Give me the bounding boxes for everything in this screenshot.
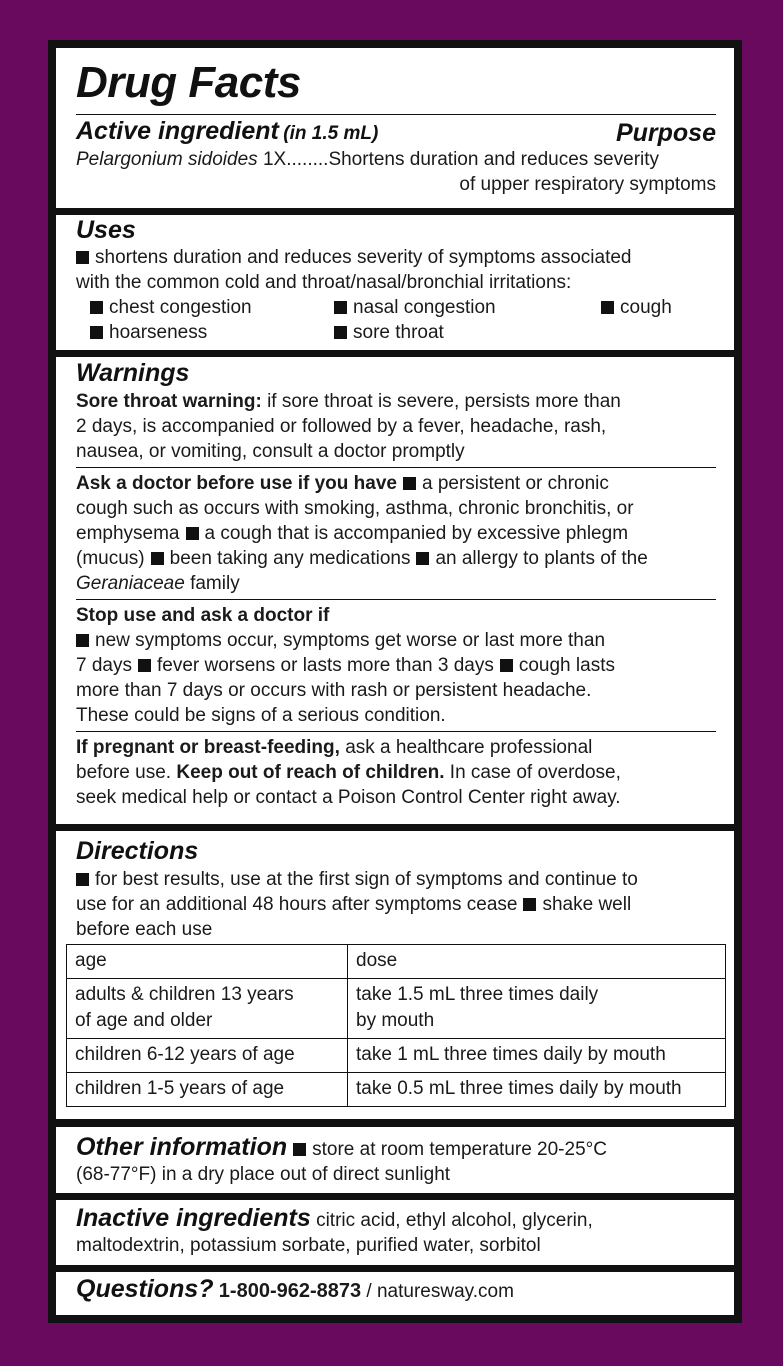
- bullet-square-icon: [90, 326, 103, 339]
- bullet-square-icon: [403, 477, 416, 490]
- age-column-header: age: [67, 945, 348, 979]
- bullet-square-icon: [334, 326, 347, 339]
- active-ingredient-line: [76, 147, 716, 172]
- section-rule: [76, 467, 716, 468]
- bullet-square-icon: [186, 527, 199, 540]
- warnings-panel: [56, 357, 734, 824]
- uses-intro: shortens duration and reduces severity of symptoms associated with the common cold and throat/nasal/bronchial irritations:: [76, 247, 632, 293]
- bullet-square-icon: [76, 634, 89, 647]
- dosage-table: [66, 944, 726, 1107]
- separator: /: [366, 1281, 372, 1302]
- phone-number[interactable]: 1-800-962-8873: [218, 1280, 362, 1302]
- sore-throat-label: Sore throat warning:: [76, 391, 262, 412]
- active-heading-row: [76, 117, 716, 147]
- bullet-square-icon: [293, 1143, 306, 1156]
- bullet-square-icon: [151, 552, 164, 565]
- active-ingredient-panel: [56, 48, 734, 208]
- table-row: [67, 979, 726, 1039]
- bullet-square-icon: [601, 301, 614, 314]
- questions-panel: [56, 1272, 734, 1315]
- symptom-item: chest congestion: [90, 295, 252, 320]
- table-header-row: [67, 945, 726, 979]
- uses-heading: Uses: [76, 216, 136, 244]
- directions-heading: Directions: [76, 837, 199, 865]
- title-rule: [76, 114, 716, 115]
- symptom-item: hoarseness: [90, 320, 207, 345]
- section-rule: [76, 731, 716, 732]
- symptom-list: [76, 295, 716, 345]
- dose-cell: take 1 mL three times daily by mouth: [348, 1039, 726, 1073]
- symptom-item: nasal congestion: [334, 295, 496, 320]
- directions-text: for best results, use at the first sign of symptoms and continue to use for an additional 48 hours after symptoms cease shake well before each use: [76, 869, 638, 940]
- keep-out-label: Keep out of reach of children.: [176, 762, 445, 783]
- purpose-heading: Purpose: [615, 119, 716, 147]
- questions-heading: Questions?: [76, 1275, 214, 1303]
- table-row: [67, 1073, 726, 1107]
- page-title: Drug Facts: [76, 58, 301, 107]
- bullet-square-icon: [138, 659, 151, 672]
- other-information-panel: Other information store at room temperature 20-25°C (68-77°F) in a dry place out of direct sunlight: [56, 1127, 734, 1193]
- age-cell: children 6-12 years of age: [67, 1039, 348, 1073]
- directions-panel: [56, 831, 734, 1119]
- active-heading: Active ingredient: [76, 117, 279, 145]
- bullet-square-icon: [500, 659, 513, 672]
- stop-use-label: Stop use and ask a doctor if: [76, 605, 330, 626]
- inactive-ingredients-panel: Inactive ingredients citric acid, ethyl alcohol, glycerin, maltodextrin, potassium sorbate, purified water, sorbitol: [56, 1200, 734, 1265]
- pregnancy-warning: If pregnant or breast-feeding, ask a healthcare professional before use. Keep out of reach of children. In case of overdose, seek medical help or contact a Poison Control Center right away.: [76, 737, 621, 808]
- bullet-square-icon: [416, 552, 429, 565]
- other-information-heading: Other information: [76, 1133, 288, 1161]
- bullet-square-icon: [76, 251, 89, 264]
- dose-column-header: dose: [348, 945, 726, 979]
- dose-cell: take 0.5 mL three times daily by mouth: [348, 1073, 726, 1107]
- ask-doctor-warning: Ask a doctor before use if you have a persistent or chronic cough such as occurs with smoking, asthma, chronic bronchitis, or emphysema a cough that is accompanied by excessive phlegm (mucus) been taking any medications an allergy to plants of the Geraniaceae family: [76, 473, 648, 594]
- purpose-line-2: of upper respiratory symptoms: [459, 174, 716, 195]
- bullet-square-icon: [523, 898, 536, 911]
- age-cell: children 1-5 years of age: [67, 1073, 348, 1107]
- inactive-ingredients-heading: Inactive ingredients: [76, 1204, 311, 1232]
- stop-use-warning: Stop use and ask a doctor if new symptoms occur, symptoms get worse or last more than 7 days fever worsens or lasts more than 3 days cough lasts more than 7 days or occurs with rash or persistent headache. These could be signs of a serious condition.: [76, 605, 615, 726]
- table-row: [67, 1039, 726, 1073]
- bullet-square-icon: [334, 301, 347, 314]
- active-amount: (in 1.5 mL): [283, 123, 379, 144]
- purpose-line-1: Shortens duration and reduces severity: [328, 149, 660, 170]
- pregnancy-label: If pregnant or breast-feeding,: [76, 737, 340, 758]
- warnings-heading: Warnings: [76, 359, 190, 387]
- uses-panel: [56, 215, 734, 350]
- ingredient-potency: 1X: [262, 149, 287, 170]
- ingredient-dots: ........: [286, 149, 329, 170]
- dose-cell: take 1.5 mL three times daily by mouth: [348, 979, 726, 1039]
- section-rule: [76, 599, 716, 600]
- age-cell: adults & children 13 years of age and older: [67, 979, 348, 1039]
- bullet-square-icon: [90, 301, 103, 314]
- bullet-square-icon: [76, 873, 89, 886]
- ingredient-name: Pelargonium sidoides: [76, 149, 258, 170]
- sore-throat-warning: Sore throat warning: if sore throat is severe, persists more than 2 days, is accompanied or followed by a fever, headache, rash, nausea, or vomiting, consult a doctor promptly: [76, 391, 621, 462]
- website-link[interactable]: naturesway.com: [376, 1281, 514, 1302]
- ask-doctor-label: Ask a doctor before use if you have: [76, 473, 397, 494]
- symptom-item: sore throat: [334, 320, 444, 345]
- symptom-item: cough: [601, 295, 672, 320]
